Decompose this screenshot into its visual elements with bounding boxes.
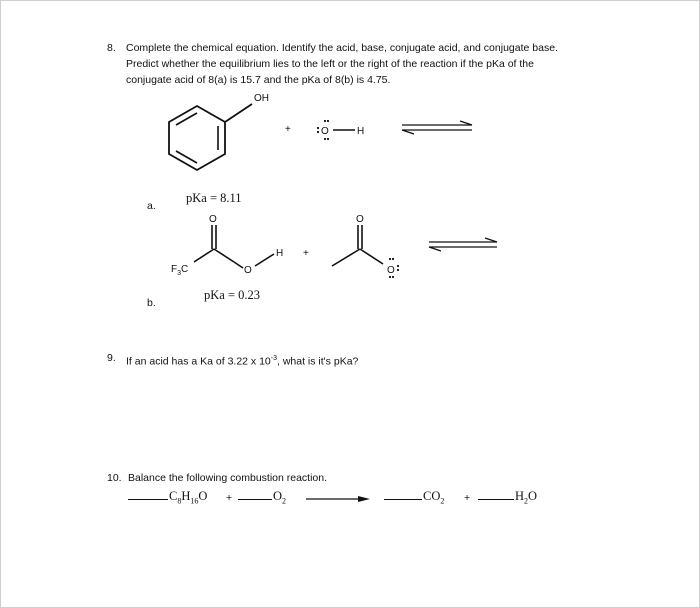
hydroxide-o-label: O (321, 126, 329, 137)
blank-2[interactable] (238, 489, 272, 500)
hydroxide-structure (317, 120, 364, 140)
q10-plus-2: + (464, 492, 471, 504)
hydroxide-h-label: H (357, 126, 365, 137)
q8-line2: Predict whether the equilibrium lies to the left or the right of the reaction if the pKa of the (126, 58, 534, 70)
q8-line3: conjugate acid of 8(a) is 15.7 and the pKa of 8(b) is 4.75. (126, 74, 391, 86)
blank-1[interactable] (128, 489, 168, 500)
reactant1: $C_8H_{16}O$ (128, 489, 207, 509)
acetate-structure (332, 225, 383, 266)
tfa-o-label: O (244, 265, 252, 276)
q8-line1: Complete the chemical equation. Identify the acid, base, conjugate acid, and conjugate base. (126, 42, 558, 54)
phenol-oh-label: OH (254, 93, 269, 104)
reactant2: $O_2$ (238, 489, 286, 509)
plus-sign-8b: + (303, 248, 309, 259)
trifluoroacetic-acid-structure (194, 225, 274, 268)
acetate-o-label: O (387, 265, 395, 276)
q9-text: If an acid has a Ka of 3.22 x $10^{-3}$, what is it's pKa? (126, 355, 359, 368)
tfa-h-label: H (276, 248, 284, 259)
q9-number: 9. (107, 352, 116, 364)
q10-number: 10. (107, 472, 122, 484)
part-b-label: b. (147, 297, 156, 309)
q10-plus-1: + (226, 492, 233, 504)
tfa-carbonyl-o-label: O (209, 214, 217, 225)
equilibrium-arrow-1 (402, 121, 472, 134)
tfa-cf3-label: $F_3C$ (171, 264, 189, 277)
acetate-carbonyl-o-label: O (356, 214, 364, 225)
part-a-label: a. (147, 200, 156, 212)
plus-sign-8: + (285, 124, 291, 135)
reaction-arrow (306, 496, 370, 502)
part-a-pka: pKa = 8.11 (186, 191, 242, 205)
q8-number: 8. (107, 42, 116, 54)
q10-text: Balance the following combustion reaction. (128, 472, 328, 484)
product2: $H_2O$ (478, 489, 537, 509)
part-b-pka: pKa = 0.23 (204, 288, 260, 302)
product1: $CO_2$ (384, 489, 444, 509)
blank-4[interactable] (478, 489, 514, 500)
blank-3[interactable] (384, 489, 422, 500)
phenol-structure (169, 104, 252, 170)
equilibrium-arrow-2 (429, 238, 497, 251)
